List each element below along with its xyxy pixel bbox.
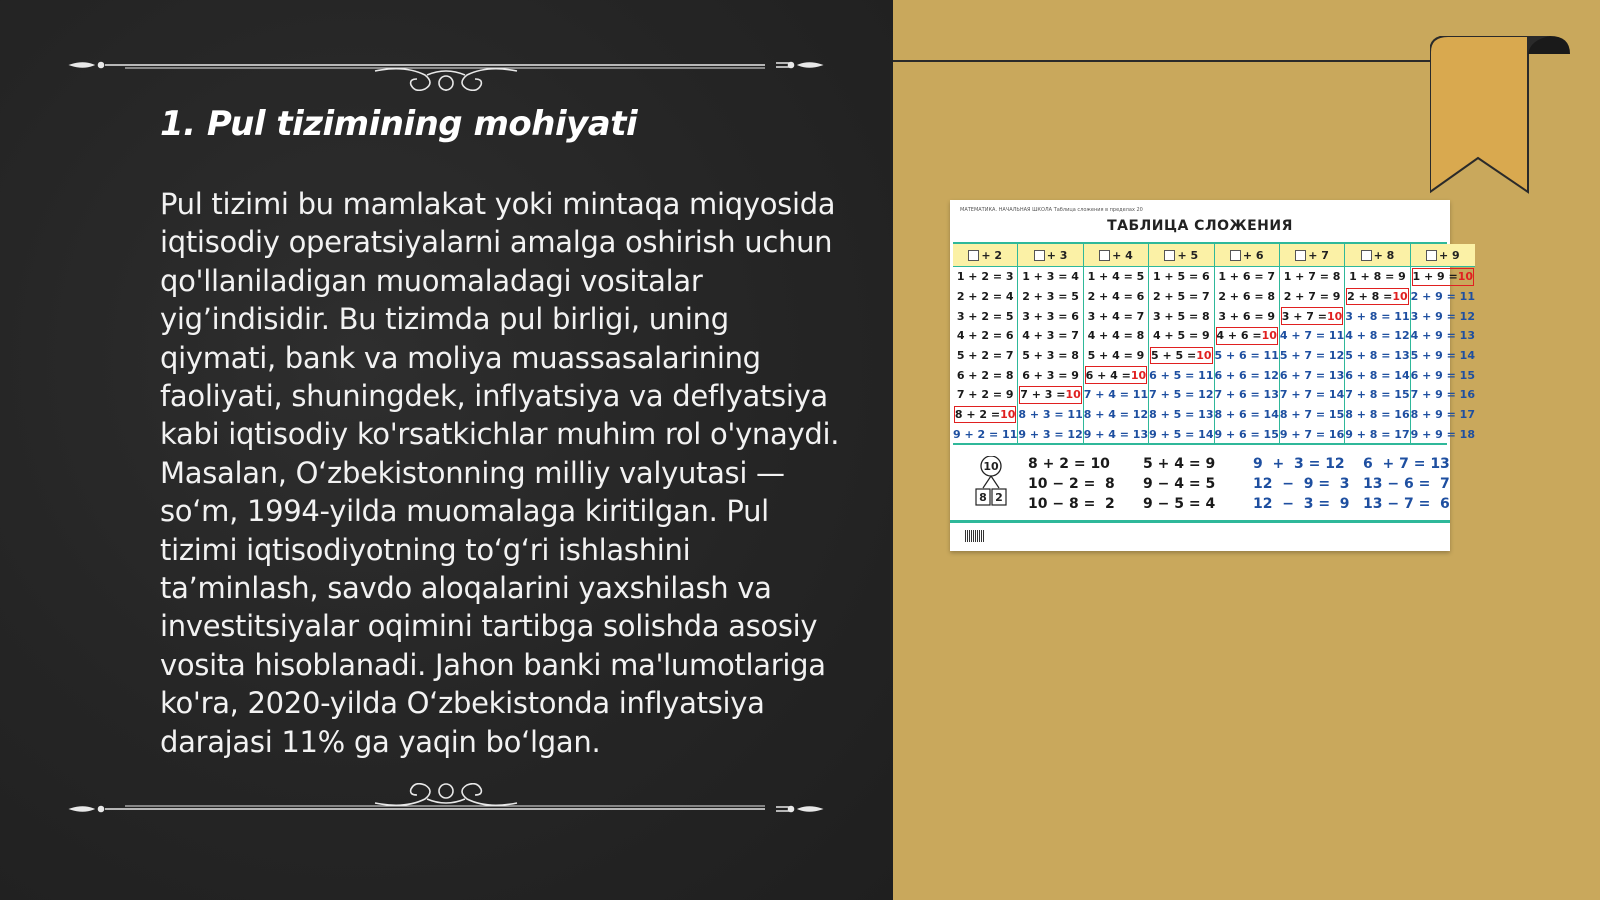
grid-cell: 5 + 5 = 10 [1149,346,1213,366]
grid-cell: 9 + 2 = 11 [953,427,1018,441]
grid-cell: 8 + 6 = 14 [1214,408,1279,422]
grid-cell: 8 + 5 = 13 [1149,408,1214,422]
grid-cell: 7 + 6 = 13 [1214,388,1279,402]
grid-cell: 4 + 4 = 8 [1087,329,1145,343]
grid-cell: 3 + 4 = 7 [1087,309,1145,323]
grid-column-header [953,244,1017,267]
grid-cell: 1 + 5 = 6 [1152,270,1210,284]
grid-column-label: + 3 [1046,248,1068,262]
slide-body-text: Pul tizimi bu mamlakat yoki mintaqa miqyosida iqtisodiy operatsiyalarni amalga oshirish uchun qo'llaniladigan muomaladagi vositalar yig’indisidir. Bu tizimda pul birligi, uning qiymati, bank va moliya muassasalarining faoliyati, shuningdek, inflyatsiya va deflyatsiya kabi iqtisodiy ko'rsatkichlar muhim rol o'ynaydi. Masalan, O‘zbekistonning milliy valyutasi — so‘m, 1994-yilda muomalaga kiritilgan. Pul tizimi iqtisodiyotning to‘g‘ri ishlashini ta’minlash, savdo aloqalarini yaxshilash va investitsiyalar oqimini tartibga solishda asosiy vosita hisoblanadi. Jahon banki ma'lumotlariga ko'ra, 2020-yilda O‘zbekistonda inflyatsiya darajasi 11% ga yaqin bo‘lgan. [160,187,840,759]
grid-cell: 2 + 8 = 10 [1345,287,1409,307]
grid-cell: 1 + 6 = 7 [1218,270,1276,284]
grid-cell: 2 + 5 = 7 [1152,290,1210,303]
example-equations: 6 + 7 = 13 13 − 6 = 7 13 − 7 = 6 [1363,456,1450,512]
blank-box-icon [1295,250,1306,261]
grid-cell: 8 + 3 = 11 [1018,408,1083,422]
blank-box-icon [1099,250,1110,261]
grid-column [1084,244,1149,444]
image-header-text: МАТЕМАТИКА. НАЧАЛЬНАЯ ШКОЛА Таблица сложения в пределах 20 [960,207,1143,213]
blank-box-icon [1361,250,1372,261]
grid-cell: 8 + 9 = 17 [1410,408,1475,422]
grid-cell: 3 + 5 = 8 [1152,309,1210,323]
right-divider-line [893,60,1438,62]
grid-cell: 4 + 7 = 11 [1279,329,1345,343]
barcode-icon [965,530,985,542]
grid-column-label: + 9 [1438,248,1460,262]
grid-cell: 4 + 5 = 9 [1152,329,1210,343]
example-equations: 5 + 4 = 9 9 − 4 = 5 9 − 5 = 4 [1143,456,1216,512]
grid-cell: 7 + 8 = 15 [1345,388,1410,402]
grid-cell: 4 + 9 = 13 [1410,329,1475,343]
grid-cell: 7 + 5 = 12 [1149,388,1214,402]
grid-column-label: + 8 [1373,248,1395,262]
number-bundle-icon [974,456,1008,512]
grid-separator [953,443,1447,445]
grid-cell: 3 + 2 = 5 [956,309,1014,323]
grid-column [953,244,1018,444]
grid-cell: 5 + 4 = 9 [1087,349,1145,363]
grid-cell: 6 + 5 = 11 [1149,368,1214,382]
grid-column-label: + 6 [1242,248,1264,262]
grid-column-header [1280,244,1344,267]
footer-line [950,520,1450,523]
grid-column-header [1411,244,1475,267]
grid-cell: 9 + 7 = 16 [1279,427,1345,441]
grid-column [1345,244,1410,444]
addition-grid [953,242,1475,444]
grid-cell: 6 + 7 = 13 [1279,368,1345,382]
grid-cell: 1 + 9 = 10 [1411,267,1475,287]
grid-cell: 1 + 8 = 9 [1349,270,1406,284]
grid-cell: 1 + 4 = 5 [1087,270,1145,284]
grid-cell: 8 + 8 = 16 [1345,408,1410,422]
ornament-divider-bottom [65,783,827,829]
image-title: ТАБЛИЦА СЛОЖЕНИЯ [1107,218,1293,234]
grid-column [1280,244,1345,444]
addition-table-image [950,200,1475,551]
example-equations: 8 + 2 = 10 10 − 2 = 8 10 − 8 = 2 [1028,456,1115,512]
blank-box-icon [968,250,979,261]
grid-cell: 5 + 9 = 14 [1410,349,1475,363]
grid-cell: 6 + 8 = 14 [1345,368,1410,382]
grid-cell: 5 + 6 = 11 [1214,349,1279,363]
grid-cell: 4 + 2 = 6 [956,329,1014,343]
grid-cell: 9 + 3 = 12 [1018,427,1083,441]
ornament-divider-top [65,45,827,91]
grid-column [1411,244,1475,444]
grid-cell: 7 + 3 = 10 [1018,385,1082,405]
grid-cell: 5 + 2 = 7 [956,349,1014,363]
grid-column-label: + 4 [1112,248,1133,262]
grid-cell: 4 + 8 = 12 [1345,329,1410,343]
grid-cell: 1 + 3 = 4 [1022,270,1079,284]
grid-cell: 3 + 9 = 12 [1410,309,1475,323]
grid-cell: 7 + 4 = 11 [1083,388,1149,402]
grid-cell: 9 + 4 = 13 [1083,427,1149,441]
grid-cell: 6 + 2 = 8 [956,368,1014,382]
grid-cell: 7 + 9 = 16 [1410,388,1475,402]
blank-box-icon [1426,250,1437,261]
grid-column [1215,244,1280,444]
grid-cell: 6 + 4 = 10 [1084,365,1148,385]
grid-cell: 8 + 2 = 10 [953,405,1017,425]
grid-cell: 8 + 7 = 15 [1279,408,1345,422]
grid-column-label: + 7 [1308,248,1329,262]
grid-column-header [1215,244,1279,267]
bookmark-ribbon-icon [1430,36,1590,200]
grid-column-header [1345,244,1409,267]
grid-cell: 3 + 6 = 9 [1218,309,1276,323]
grid-cell: 2 + 4 = 6 [1087,290,1145,303]
blank-box-icon [1164,250,1175,261]
grid-cell: 6 + 9 = 15 [1410,368,1475,382]
grid-cell: 8 + 4 = 12 [1083,408,1149,422]
grid-cell: 2 + 6 = 8 [1218,290,1276,303]
grid-cell: 6 + 3 = 9 [1022,368,1079,382]
grid-cell: 4 + 6 = 10 [1215,326,1279,346]
grid-column-header [1149,244,1213,267]
grid-column-label: + 5 [1177,248,1199,262]
grid-column-header [1084,244,1148,267]
grid-cell: 9 + 6 = 15 [1214,427,1279,441]
grid-column [1149,244,1214,444]
grid-cell: 1 + 7 = 8 [1283,270,1341,284]
grid-cell: 3 + 7 = 10 [1280,306,1344,326]
grid-cell: 7 + 7 = 14 [1279,388,1345,402]
grid-column-label: + 2 [981,248,1003,262]
grid-cell: 6 + 6 = 12 [1214,368,1279,382]
grid-cell: 2 + 7 = 9 [1283,290,1341,303]
grid-column-header [1018,244,1082,267]
grid-cell: 3 + 3 = 6 [1022,309,1079,323]
slide-title: 1. Pul tizimining mohiyati [160,104,638,144]
bundle-top: 10 [983,460,999,473]
grid-cell: 2 + 2 = 4 [956,290,1014,303]
example-equations: 9 + 3 = 12 12 − 9 = 3 12 − 3 = 9 [1253,456,1350,512]
grid-cell: 3 + 8 = 11 [1345,309,1410,323]
bundle-left: 8 [979,491,987,504]
grid-cell: 5 + 8 = 13 [1345,349,1410,363]
grid-column [1018,244,1083,444]
grid-cell: 5 + 3 = 8 [1022,349,1079,363]
grid-cell: 7 + 2 = 9 [956,388,1014,402]
grid-cell: 1 + 2 = 3 [956,270,1014,284]
grid-cell: 9 + 8 = 17 [1345,427,1410,441]
blank-box-icon [1034,250,1045,261]
examples-area [958,452,1450,516]
grid-cell: 9 + 9 = 18 [1410,427,1475,441]
grid-cell: 2 + 9 = 11 [1410,290,1475,303]
bundle-right: 2 [995,491,1003,504]
grid-cell: 9 + 5 = 14 [1149,427,1214,441]
grid-cell: 4 + 3 = 7 [1022,329,1079,343]
grid-cell: 2 + 3 = 5 [1022,290,1079,303]
grid-cell: 5 + 7 = 12 [1279,349,1345,363]
blank-box-icon [1230,250,1241,261]
